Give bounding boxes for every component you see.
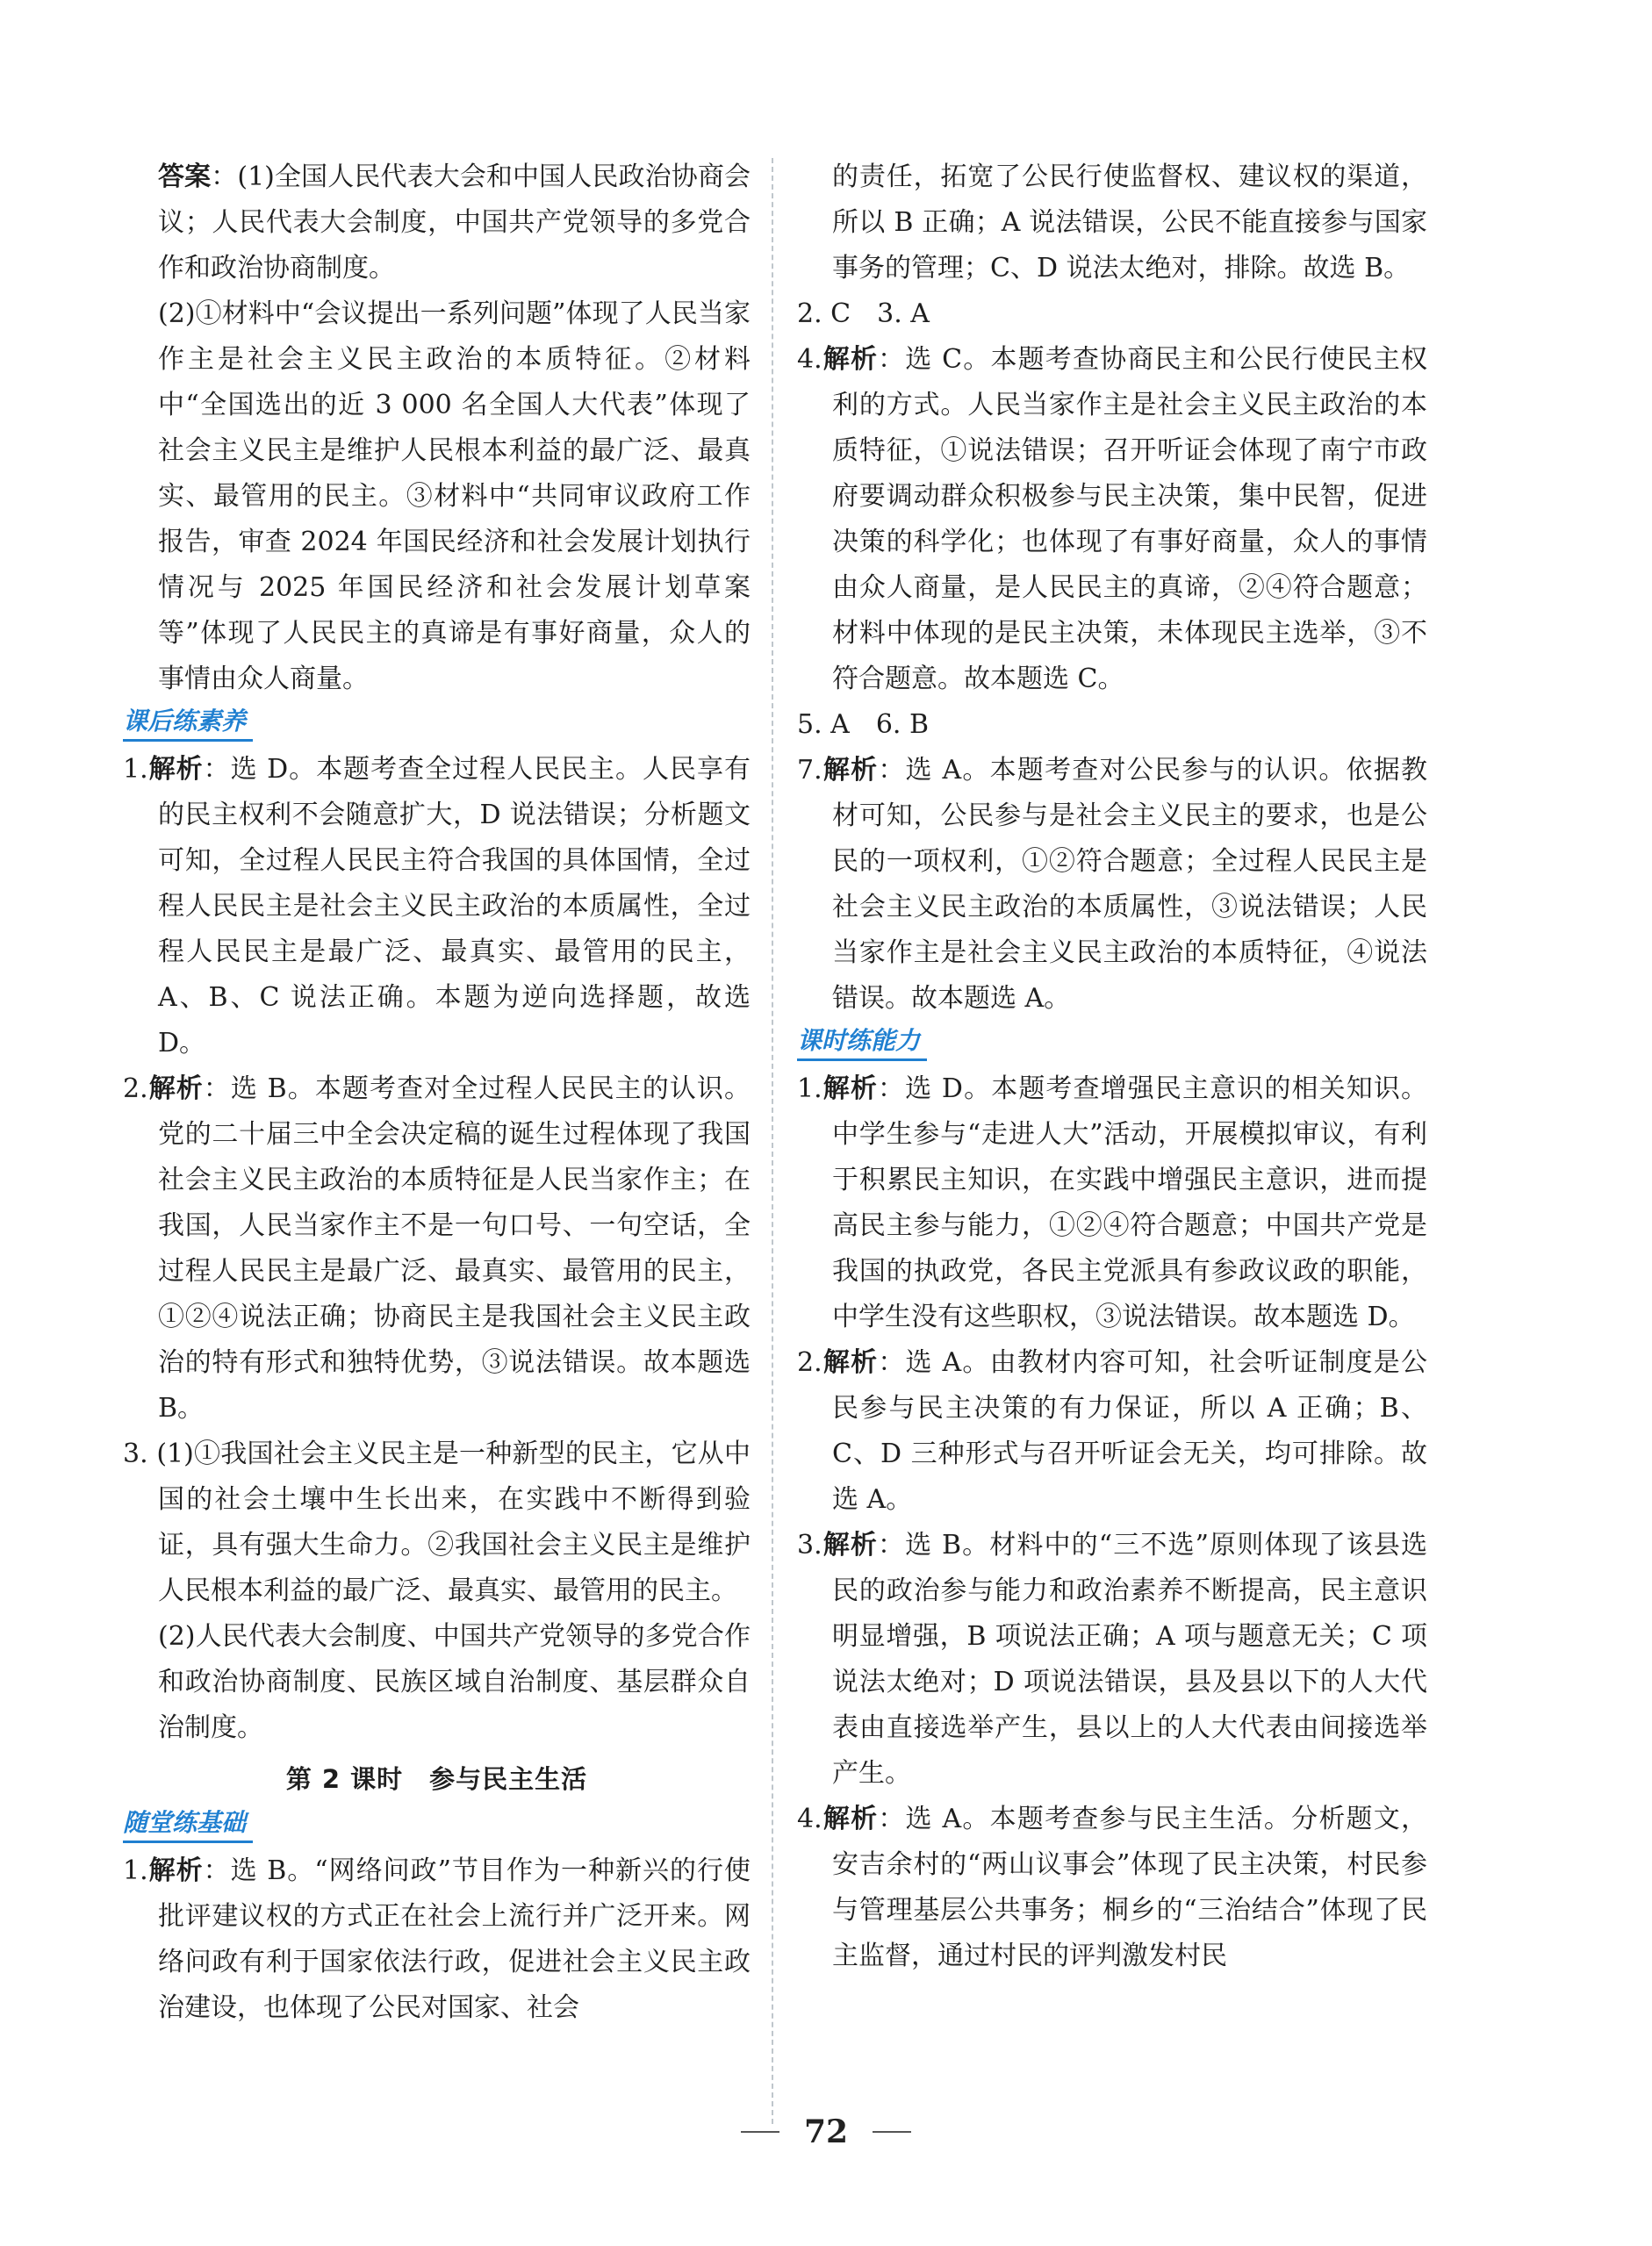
column-divider (772, 158, 773, 2124)
ability-question-4-analysis: 4.解析：选 A。本题考查参与民主生活。分析题文，安吉余村的“两山议事会”体现了民主决策，村民参与管理基层公共事务；桐乡的“三治结合”体现了民主监督，通过村民的评判激发村民 (797, 1804, 1428, 1971)
section-heading-ability: 课时练能力 (797, 1023, 927, 1061)
footer-dash-right (873, 2131, 911, 2133)
question-7-analysis: 7.解析：选 A。本题考查对公民参与的认识。依据教材可知，公民参与是社会主义民主的要求，也是公民的一项权利，①②符合题意；全过程人民民主是社会主义民主政治的本质属性，③说法错误；人民当家作主是社会主义民主政治的本质特征，④说法错误。故本题选 A。 (797, 755, 1428, 1014)
right-column (797, 154, 1427, 1979)
question-2-analysis: 2.解析：选 B。本题考查对全过程人民民主的认识。党的二十届三中全会决定稿的诞生过程体现了我国社会主义民主政治的本质特征是人民当家作主；在我国，人民当家作主不是一句口号、一句空话，全过程人民民主是最广泛、最真实、最管用的民主，①②④说法正确；协商民主是我国社会主义民主政治的特有形式和独特优势，③说法错误。故本题选 B。 (123, 1073, 751, 1424)
question-1-analysis: 1.解析：选 D。本题考查全过程人民民主。人民享有的民主权利不会随意扩大，D 说法错误；分析题文可知，全过程人民民主符合我国的具体国情，全过程人民民主是社会主义民主政治的本质属性，全过程人民民主是最广泛、最真实、最管用的民主，A、B、C 说法正确。本题为逆向选择题，故选 D。 (123, 754, 751, 1058)
section-heading-classroom: 随堂练基础 (123, 1805, 253, 1843)
classroom-question-1-analysis: 1.解析：选 B。“网络问政”节目作为一种新兴的行使批评建议权的方式正在社会上流行并广泛开来。网络问政有利于国家依法行政，促进社会主义民主政治建设，也体现了公民对国家、社会 (123, 1855, 751, 2023)
answers-5-6: 5. A 6. B (797, 709, 930, 740)
question-3-part-2: (2)人民代表大会制度、中国共产党领导的多党合作和政治协商制度、民族区域自治制度、基层群众自治制度。 (158, 1621, 751, 1743)
ability-question-3-analysis: 3.解析：选 B。材料中的“三不选”原则体现了该县选民的政治参与能力和政治素养不断提高，民主意识明显增强，B 项说法正确；A 项与题意无关；C 项说法太绝对；D 项说法错误，县及县以下的人大代表由直接选举产生，县以上的人大代表由间接选举产生。 (797, 1530, 1427, 1789)
ability-question-2-analysis: 2.解析：选 A。由教材内容可知，社会听证制度是公民参与民主决策的有力保证，所以 A 正确；B、C、D 三种形式与召开听证会无关，均可排除。故选 A。 (797, 1347, 1428, 1515)
question-4-analysis: 4.解析：选 C。本题考查协商民主和公民行使民主权利的方式。人民当家作主是社会主义民主政治的本质特征，①说法错误；召开听证会体现了南宁市政府要调动群众积极参与民主决策，集中民智，促进决策的科学化；也体现了有事好商量，众人的事情由众人商量，是人民民主的真谛，②④符合题意；材料中体现的是民主决策，未体现民主选举，③不符合题意。故本题选 C。 (797, 344, 1427, 694)
left-column (123, 154, 751, 2031)
page-number: 72 (803, 2113, 849, 2150)
section-heading-homework: 课后练素养 (123, 704, 253, 742)
answer-paragraph-1: 答案：(1)全国人民代表大会和中国人民政治协商会议；人民代表大会制度，中国共产党领导的多党合作和政治协商制度。 (158, 161, 751, 283)
answer-label: 答案 (158, 161, 212, 192)
footer-dash-left (741, 2131, 779, 2133)
continued-analysis: 的责任，拓宽了公民行使监督权、建议权的渠道，所以 B 正确；A 说法错误，公民不能直接参与国家事务的管理；C、D 说法太绝对，排除。故选 B。 (832, 161, 1427, 283)
answer-paragraph-2: (2)①材料中“会议提出一系列问题”体现了人民当家作主是社会主义民主政治的本质特征。②材料中“全国选出的近 3 000 名全国人大代表”体现了社会主义民主是维护人民根本利益的最广泛、最真实、最管用的民主。③材料中“共同审议政府工作报告，审查 2024 年国民经济和社会发展计划执行情况与 2025 年国民经济和社会发展计划草案等”体现了人民民主的真谛是有事好商量，众人的事情由众人商量。 (158, 298, 751, 694)
lesson-subtitle: 第 2 课时 参与民主生活 (285, 1764, 588, 1794)
ability-question-1-analysis: 1.解析：选 D。本题考查增强民主意识的相关知识。中学生参与“走进人大”活动，开展模拟审议，有利于积累民主知识，在实践中增强民主意识，进而提高民主参与能力，①②④符合题意；中国共产党是我国的执政党，各民主党派具有参政议政的职能，中学生没有这些职权，③说法错误。故本题选 D。 (797, 1073, 1428, 1332)
question-3-part-1: 3. (1)①我国社会主义民主是一种新型的民主，它从中国的社会土壤中生长出来，在实践中不断得到验证，具有强大生命力。②我国社会主义民主是维护人民根本利益的最广泛、最真实、最管用的民主。 (123, 1439, 751, 1606)
page-footer (0, 2113, 1652, 2150)
answers-2-3: 2. C 3. A (797, 298, 930, 329)
